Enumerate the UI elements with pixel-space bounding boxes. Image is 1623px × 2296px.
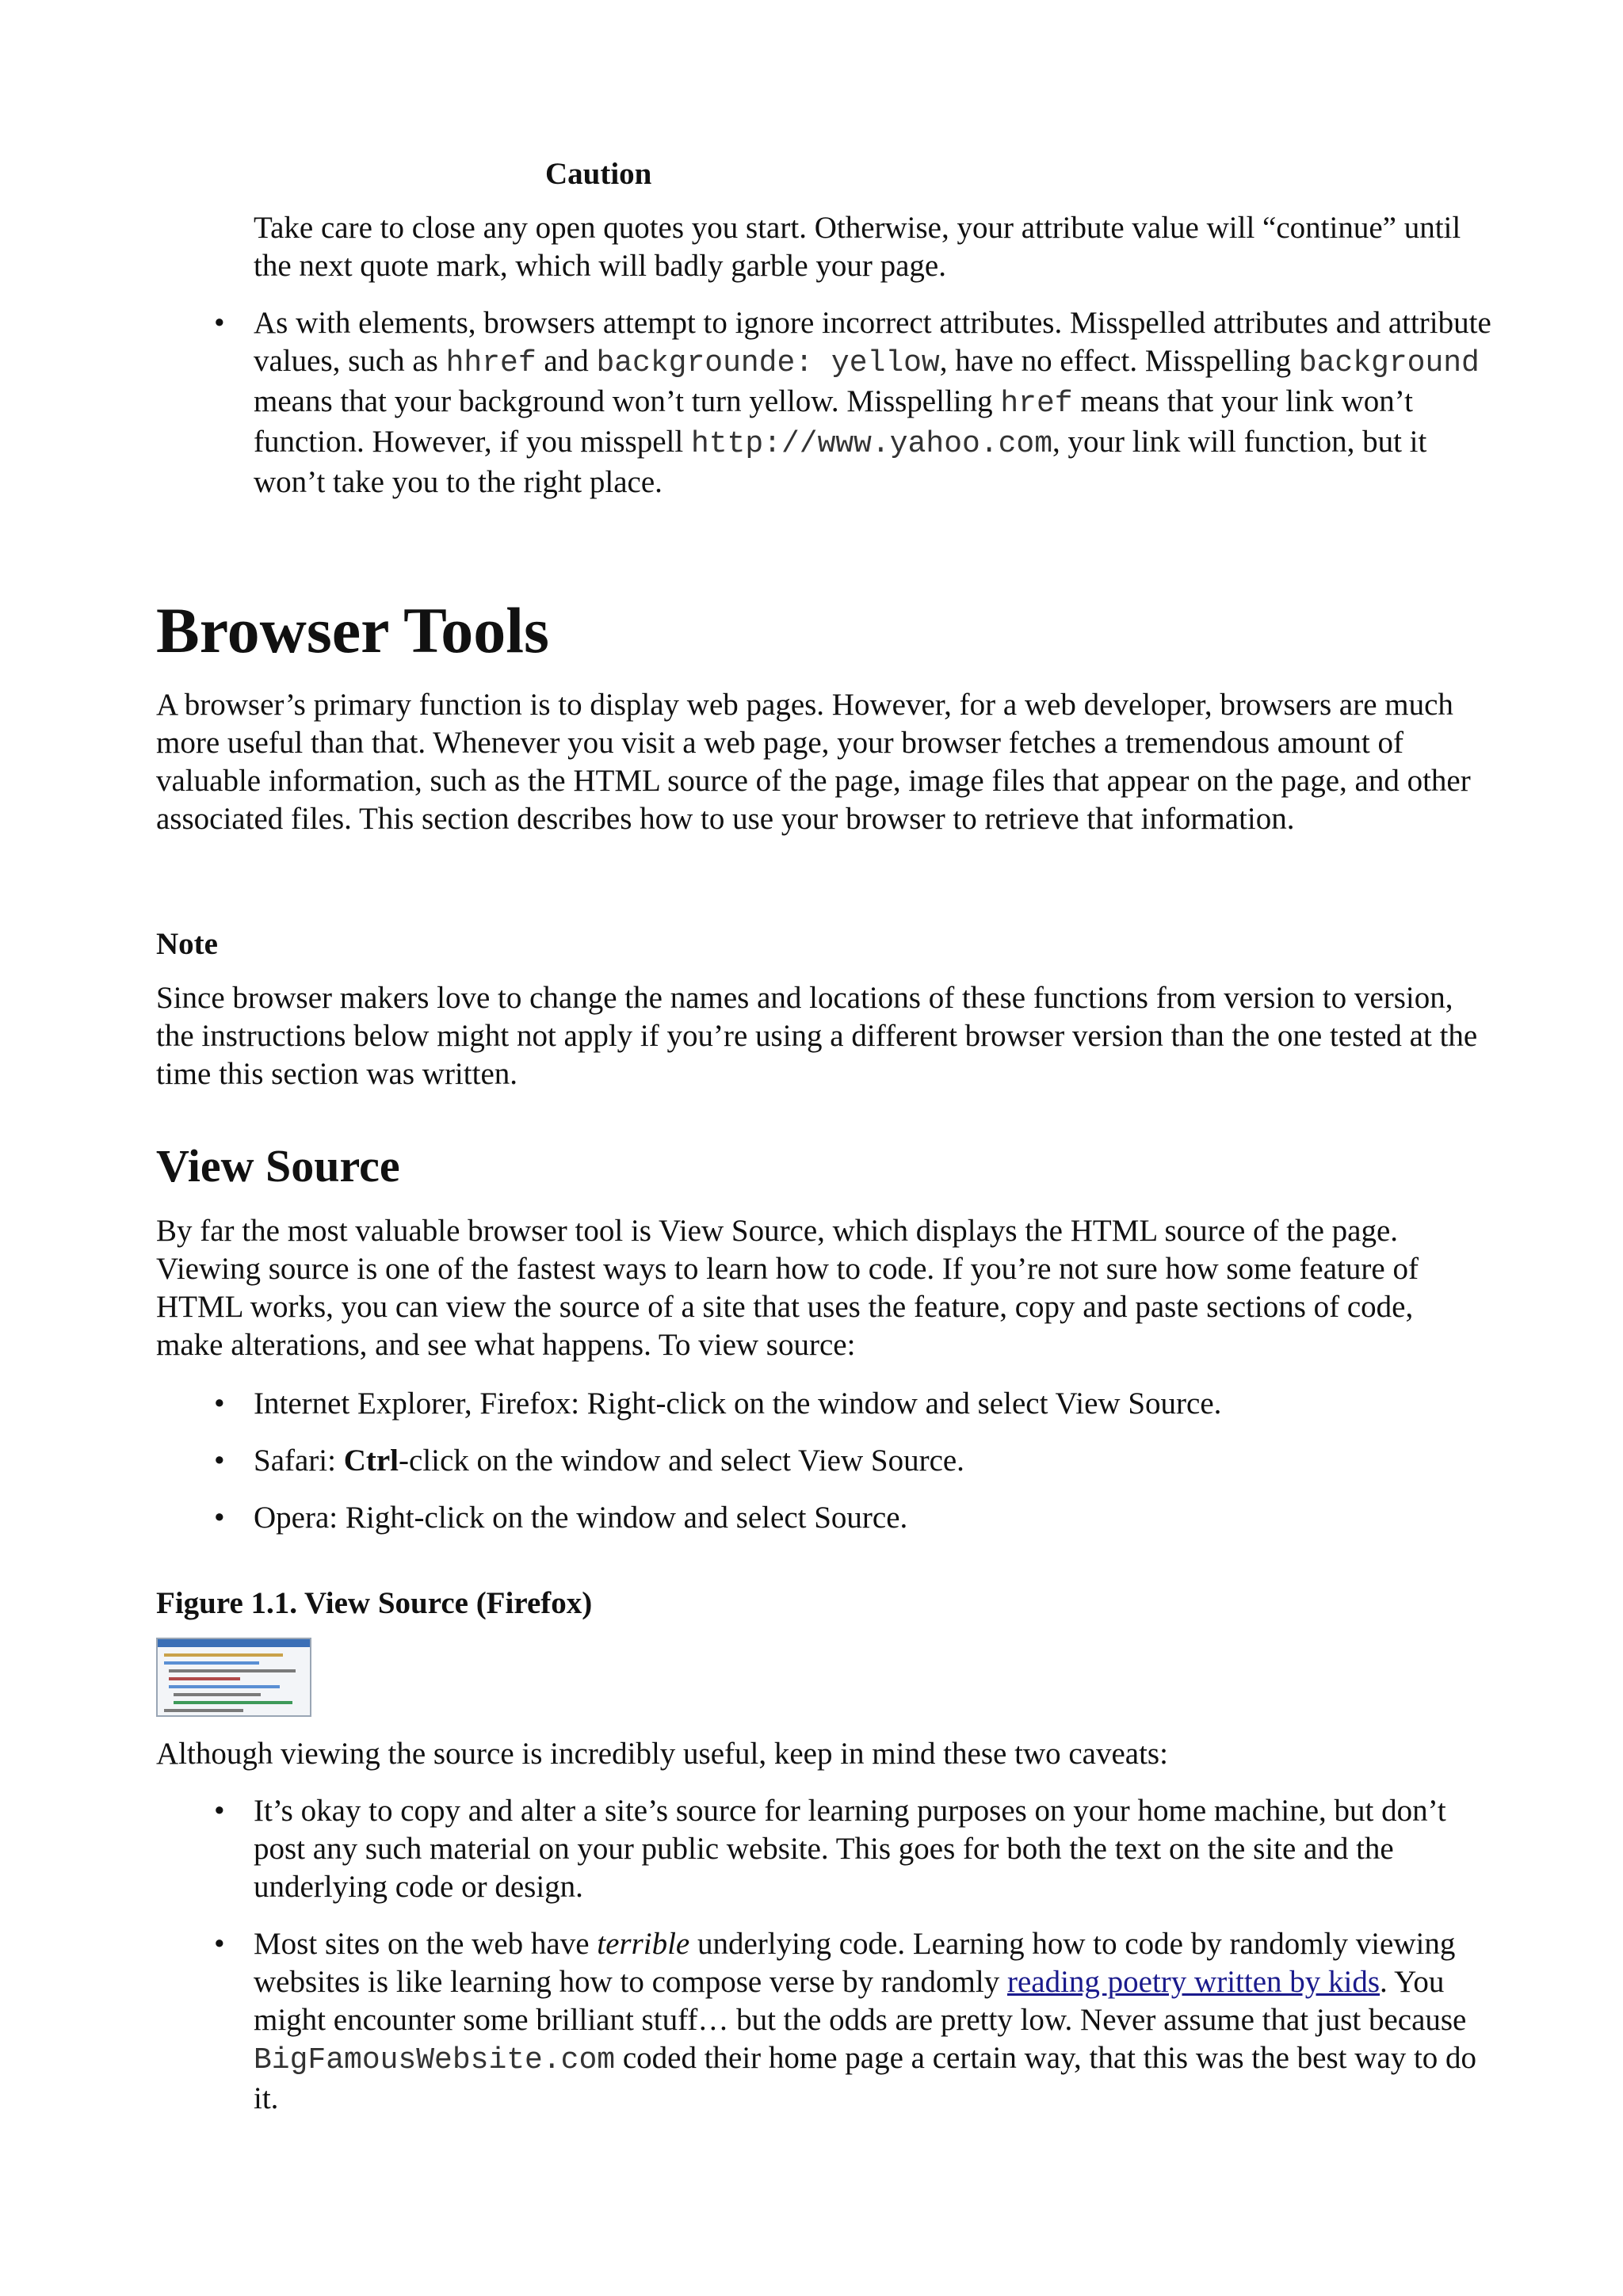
poetry-link[interactable]: reading poetry written by kids xyxy=(1006,1965,1381,1999)
note-body: Since browser makers love to change the names and locations of these functions from version to version, the instructions below might not apply if you’re using a different browser version than the one tested at the time this section was written. xyxy=(156,981,1478,1091)
caution-body: Take care to close any open quotes you start. Otherwise, your attribute value will “continue” until the next quote mark, which will badly garble your page. xyxy=(254,211,1461,283)
key-ctrl: Ctrl xyxy=(343,1444,399,1478)
caveat-code-text: underlying code. Learning how to code by randomly viewing websites is like learning how to compose verse by randomly xyxy=(254,1927,1456,1999)
view-source-ie-firefox: Internet Explorer, Firefox: Right-click on the window and select View Source. xyxy=(254,1386,1222,1421)
bullet-glyph: • xyxy=(214,1794,225,1828)
code-bigfamouswebsite: BigFamousWebsite.com xyxy=(254,2043,616,2077)
list-item xyxy=(214,1792,1498,1906)
bullet-glyph: • xyxy=(214,1501,225,1535)
bullet-glyph: • xyxy=(214,1386,225,1421)
emphasis-terrible: terrible xyxy=(597,1927,690,1961)
code-yahoo-url: http://www.yahoo.com xyxy=(690,427,1053,461)
view-source-safari-prefix: Safari: xyxy=(254,1444,344,1478)
list-item xyxy=(214,1385,1498,1423)
caveat-code-text: Most sites on the web have xyxy=(254,1927,598,1961)
attr-text: and xyxy=(536,344,597,378)
heading-browser-tools: Browser Tools xyxy=(156,594,549,666)
caution-title: Caution xyxy=(545,157,652,191)
list-item xyxy=(214,1499,1498,1537)
note-title: Note xyxy=(156,927,218,961)
caveat-copy-text: It’s okay to copy and alter a site’s source for learning purposes on your home machine, but don’t post any such material on your public website. This goes for both the text on the site and the underlying code or design. xyxy=(254,1794,1446,1904)
attr-text: As with elements, browsers attempt to ignore incorrect attributes. Misspelled attributes and attribute values, such as xyxy=(254,306,1491,378)
attr-text: means that your link won’t function. However, if you misspell xyxy=(254,384,1413,459)
figure-caption: Figure 1.1. View Source (Firefox) xyxy=(156,1586,593,1620)
caveat-code-text: coded their home page a certain way, that this was the best way to do it. xyxy=(254,2041,1477,2115)
list-item xyxy=(214,304,1498,502)
code-backgrounde: backgrounde: yellow xyxy=(596,346,940,380)
bullet-glyph: • xyxy=(214,1444,225,1478)
list-item xyxy=(214,1925,1498,2118)
attr-text: means that your background won’t turn yellow. Misspelling xyxy=(254,384,1001,418)
attr-text: , your link will function, but it won’t take you to the right place. xyxy=(254,425,1427,499)
bullet-glyph: • xyxy=(214,1927,225,1961)
caveats-intro: Although viewing the source is incredibly useful, keep in mind these two caveats: xyxy=(156,1737,1168,1771)
view-source-intro: By far the most valuable browser tool is View Source, which displays the HTML source of the page. Viewing source is one of the fastest ways to learn how to code. If you’re not sure how some feature of HTML works, you can view the source of a site that uses the feature, copy and paste sections of code, make alterations, and see what happens. To view source: xyxy=(156,1214,1419,1362)
heading-view-source: View Source xyxy=(156,1140,400,1192)
bullet-glyph: • xyxy=(214,306,225,340)
code-href: href xyxy=(1000,387,1073,421)
figure-thumbnail-image[interactable] xyxy=(156,1638,311,1717)
view-source-safari-rest: -click on the window and select View Source. xyxy=(399,1444,964,1478)
attr-text: , have no effect. Misspelling xyxy=(939,344,1299,378)
browser-tools-intro: A browser’s primary function is to display web pages. However, for a web developer, browsers are much more useful than that. Whenever you visit a web page, your browser fetches a tremendous amount of valuable information, such as the HTML source of the page, image files that appear on the page, and other associated files. This section describes how to use your browser to retrieve that information. xyxy=(156,688,1471,836)
view-source-opera: Opera: Right-click on the window and select Source. xyxy=(254,1501,908,1535)
list-item xyxy=(214,1442,1498,1480)
code-background: background xyxy=(1298,346,1480,380)
caveat-code-text: . You might encounter some brilliant stuff… but the odds are pretty low. Never assume that just because xyxy=(254,1965,1467,2037)
code-hhref: hhref xyxy=(445,346,537,380)
